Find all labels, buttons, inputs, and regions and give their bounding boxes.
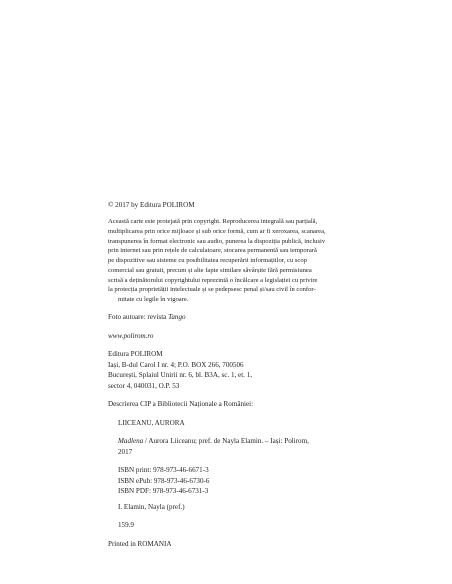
legal-line: pe dispozitive sau sisteme cu posibilitatea recuperării informațiilor, cu scop <box>108 257 307 264</box>
isbn-list <box>118 465 342 497</box>
cip-title-entry <box>118 436 342 457</box>
legal-line: prin internet sau prin rețele de calculatoare, stocarea permanentă sau temporară <box>108 247 317 255</box>
cip-title-line <box>118 436 342 447</box>
legal-line: Această carte este protejată prin copyright. Reproducerea integrală sau parțială, <box>108 218 318 225</box>
printed-in: Printed in ROMANIA <box>108 540 172 548</box>
legal-line: scrisă a deținătorului copyrightului reprezintă o încălcare a legislației cu privire <box>108 276 318 284</box>
photo-credit-magazine: Tango <box>168 313 186 321</box>
legal-line: multiplicarea prin orice mijloace și sub orice formă, cum ar fi xeroxarea, scanarea, <box>108 227 326 235</box>
photo-credit <box>108 312 342 323</box>
cip-title-year: 2017 <box>118 447 133 456</box>
copyright-notice: © 2017 by Editura POLIROM <box>108 201 195 209</box>
isbn-print: ISBN print: 978-973-46-6671-3 <box>118 466 209 474</box>
publisher-website: www.polirom.ro <box>108 332 154 340</box>
legal-line: mitate cu legile în vigoare. <box>118 296 189 303</box>
cip-classification: 159.9 <box>118 521 134 529</box>
isbn-pdf: ISBN PDF: 978-973-46-6731-3 <box>118 487 209 496</box>
legal-line: transpunerea în format electronic sau audio, punerea la dispoziția publică, inclusiv <box>108 237 326 245</box>
isbn-epub: ISBN ePub: 978-973-46-6730-6 <box>118 476 210 485</box>
legal-line: comercial sau gratuit, precum și alte fapte similare săvârșite fără permisiunea <box>108 266 312 274</box>
cip-book-title: Madlena <box>118 437 144 445</box>
publisher-name: Editura POLIROM <box>108 350 163 358</box>
cip-title-details: / Aurora Liiceanu; pref. de Nayla Elamin. – Iași: Polirom, <box>143 437 309 445</box>
address-line: București, Splaiul Unirii nr. 6, bl. B3A, sc. 1, et. 1, <box>108 371 253 380</box>
legal-line: la protecția proprietății intelectuale și se pedepsesc penal și/sau civil în confor- <box>108 286 316 294</box>
address-line: sector 4, 040031, O.P. 53 <box>108 381 180 390</box>
photo-credit-prefix: Foto autoare: revista <box>108 313 169 321</box>
cip-author: LIICEANU, AURORA <box>118 419 185 427</box>
cip-contributor: I. Elamin, Nayla (pref.) <box>118 503 185 511</box>
publisher-address <box>108 349 342 391</box>
legal-notice <box>108 217 342 305</box>
address-line: Iași, B-dul Carol I nr. 4; P.O. BOX 266, 700506 <box>108 360 244 369</box>
cip-heading: Descrierea CIP a Bibliotecii Naționale a României: <box>108 400 254 408</box>
